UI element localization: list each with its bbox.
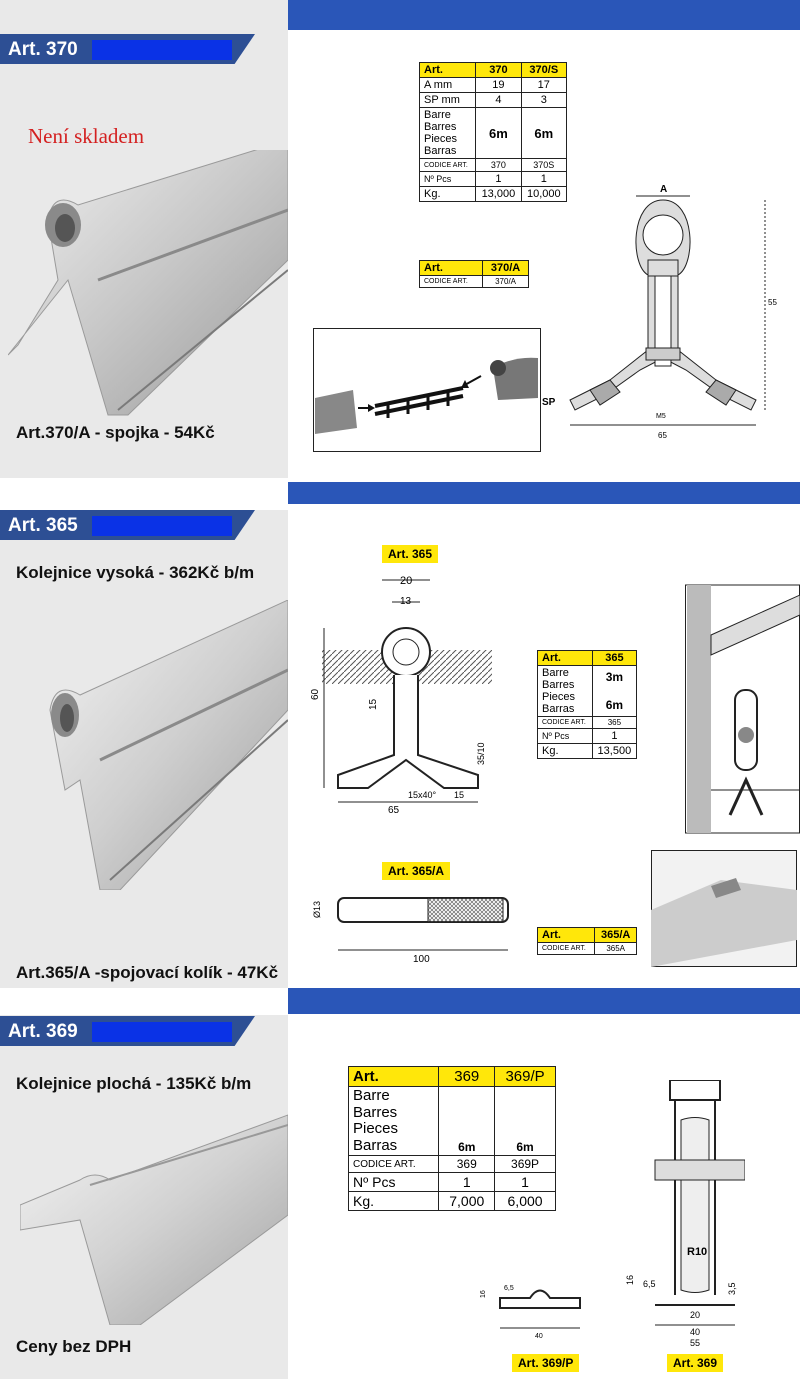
- art-370a-caption: Art.370/A - spojka - 54Kč: [16, 423, 215, 442]
- table-row: [349, 1156, 556, 1173]
- dim-r10: R10: [687, 1246, 708, 1258]
- dim-40: 40: [690, 1327, 701, 1337]
- art-365-tab: [0, 510, 270, 540]
- stock-status: Není skladem: [28, 124, 145, 148]
- table-cell: 6m: [476, 108, 521, 159]
- table-cell: A mm: [420, 78, 476, 93]
- table-row: [538, 928, 637, 943]
- table-cell: 13,000: [476, 187, 521, 202]
- rail-370-image: [8, 150, 288, 420]
- dim-20: 20: [400, 575, 413, 587]
- table-cell: 7,000: [439, 1192, 495, 1211]
- table-row: [349, 1173, 556, 1192]
- dim-sp: SP: [542, 397, 556, 408]
- table-cell: Art.: [538, 928, 595, 943]
- art-370-label: Art. 370: [8, 39, 78, 60]
- table-row: [538, 717, 637, 729]
- table-cell: 3m 6m: [592, 666, 636, 717]
- table-cell: Nº Pcs: [349, 1173, 439, 1192]
- art-369-label: Art. 369: [8, 1021, 78, 1042]
- table-cell: 19: [476, 78, 521, 93]
- table-365: [537, 650, 637, 759]
- table-row: [420, 63, 567, 78]
- table-cell: 369P: [495, 1156, 556, 1173]
- table-cell: 6m: [521, 108, 566, 159]
- rail-369-image: [20, 1095, 288, 1325]
- table-row: [420, 108, 567, 159]
- table-cell: Kg.: [420, 187, 476, 202]
- art-365a-caption: Art.365/A -spojovací kolík - 47Kč: [16, 963, 279, 982]
- table-cell: 370/A: [483, 276, 529, 288]
- table-row: [538, 943, 637, 955]
- dim-15b: 15: [454, 790, 465, 800]
- profile-369p-drawing: [480, 1278, 605, 1348]
- table-cell: 1: [521, 172, 566, 187]
- table-cell: 365A: [595, 943, 637, 955]
- table-cell: Barre Barres Pieces Barras: [538, 666, 593, 717]
- table-cell: 365: [592, 651, 636, 666]
- joint-370-illustration: [313, 328, 541, 452]
- dim-65: 65: [658, 431, 667, 440]
- table-cell: 365/A: [595, 928, 637, 943]
- install-365-illustration: [685, 575, 800, 835]
- price-note: Ceny bez DPH: [16, 1337, 132, 1356]
- table-cell: 3: [521, 93, 566, 108]
- art-369-tab: [0, 1016, 270, 1046]
- table-cell: SP mm: [420, 93, 476, 108]
- dim-55: 55: [690, 1338, 701, 1348]
- wheel-369-drawing: [625, 1080, 745, 1350]
- table-row: [538, 744, 637, 759]
- table-cell: 370/S: [521, 63, 566, 78]
- dim-35: 35/10: [476, 742, 486, 765]
- dim-60: 60: [310, 688, 321, 700]
- table-cell: 370: [476, 63, 521, 78]
- table-cell: Art.: [349, 1067, 439, 1087]
- dim-65: 65: [388, 805, 400, 815]
- dim-65b: 6,5: [504, 1285, 514, 1292]
- table-cell: 1: [439, 1173, 495, 1192]
- dim-35: 3,5: [727, 1282, 737, 1295]
- table-cell: 6m: [495, 1087, 556, 1156]
- table-row: [538, 666, 637, 717]
- table-cell: 365: [592, 717, 636, 729]
- dim-13b: Ø13: [312, 900, 322, 918]
- table-cell: Barre Barres Pieces Barras: [349, 1087, 439, 1156]
- dim-m5: M5: [656, 413, 666, 420]
- table-cell: 4: [476, 93, 521, 108]
- art-369-tag: Art. 369: [667, 1354, 723, 1372]
- table-cell: 369: [439, 1067, 495, 1087]
- table-cell: 369: [439, 1156, 495, 1173]
- dim-a: A: [660, 184, 668, 195]
- table-369: [348, 1066, 556, 1211]
- art-365-label: Art. 365: [8, 515, 78, 536]
- table-cell: 1: [476, 172, 521, 187]
- art-370-tab: [0, 34, 270, 64]
- table-365a: [537, 927, 637, 955]
- table-row: [420, 159, 567, 172]
- table-cell: 370S: [521, 159, 566, 172]
- dim-15x40: 15x40°: [408, 790, 437, 800]
- table-cell: 1: [592, 729, 636, 744]
- table-cell: 1: [495, 1173, 556, 1192]
- table-cell: Nº Pcs: [420, 172, 476, 187]
- table-row: [349, 1192, 556, 1211]
- table-cell: CODICE ART.: [349, 1156, 439, 1173]
- section-369-topbar: [288, 988, 800, 1014]
- table-cell: CODICE ART.: [420, 159, 476, 172]
- art-369-caption: Kolejnice plochá - 135Kč b/m: [16, 1074, 252, 1093]
- dim-16: 16: [625, 1274, 635, 1285]
- dim-100: 100: [413, 954, 430, 965]
- table-row: [538, 651, 637, 666]
- table-row: [420, 276, 529, 288]
- table-row: [349, 1067, 556, 1087]
- art-369p-tag: Art. 369/P: [512, 1354, 579, 1372]
- table-cell: 6m: [439, 1087, 495, 1156]
- dim-16b: 16: [480, 1290, 487, 1298]
- table-cell: CODICE ART.: [420, 276, 483, 288]
- section-365-topbar: [288, 482, 800, 504]
- dim-13: 13: [400, 596, 412, 607]
- cross-section-370: [540, 180, 800, 450]
- rail-365-image: [40, 600, 288, 890]
- dim-65: 6,5: [643, 1279, 656, 1289]
- table-cell: 370: [476, 159, 521, 172]
- table-cell: 10,000: [521, 187, 566, 202]
- table-row: [538, 729, 637, 744]
- table-row: [420, 78, 567, 93]
- art-365a-tag: Art. 365/A: [382, 862, 450, 880]
- pin-365a-photo: [651, 850, 797, 967]
- dim-15: 15: [368, 698, 379, 710]
- table-cell: 17: [521, 78, 566, 93]
- table-cell: Barre Barres Pieces Barras: [420, 108, 476, 159]
- table-cell: Art.: [420, 63, 476, 78]
- dim-40b: 40: [535, 1333, 543, 1340]
- table-cell: Art.: [538, 651, 593, 666]
- table-cell: 6,000: [495, 1192, 556, 1211]
- table-row: [420, 261, 529, 276]
- table-cell: Art.: [420, 261, 483, 276]
- table-row: [349, 1087, 556, 1156]
- table-cell: CODICE ART.: [538, 717, 593, 729]
- table-cell: Kg.: [538, 744, 593, 759]
- table-cell: Kg.: [349, 1192, 439, 1211]
- table-cell: 370/A: [483, 261, 529, 276]
- dim-20: 20: [690, 1310, 701, 1320]
- pin-365a-drawing: [298, 888, 528, 966]
- table-370a: [419, 260, 529, 288]
- table-cell: 13,500: [592, 744, 636, 759]
- table-cell: Nº Pcs: [538, 729, 593, 744]
- table-row: [420, 93, 567, 108]
- art-365-tag: Art. 365: [382, 545, 438, 563]
- table-cell: 369/P: [495, 1067, 556, 1087]
- art-365-caption: Kolejnice vysoká - 362Kč b/m: [16, 563, 255, 582]
- dim-55: 55: [768, 298, 777, 307]
- table-cell: CODICE ART.: [538, 943, 595, 955]
- cross-section-365: [308, 570, 498, 815]
- section-370-topbar: [288, 0, 800, 30]
